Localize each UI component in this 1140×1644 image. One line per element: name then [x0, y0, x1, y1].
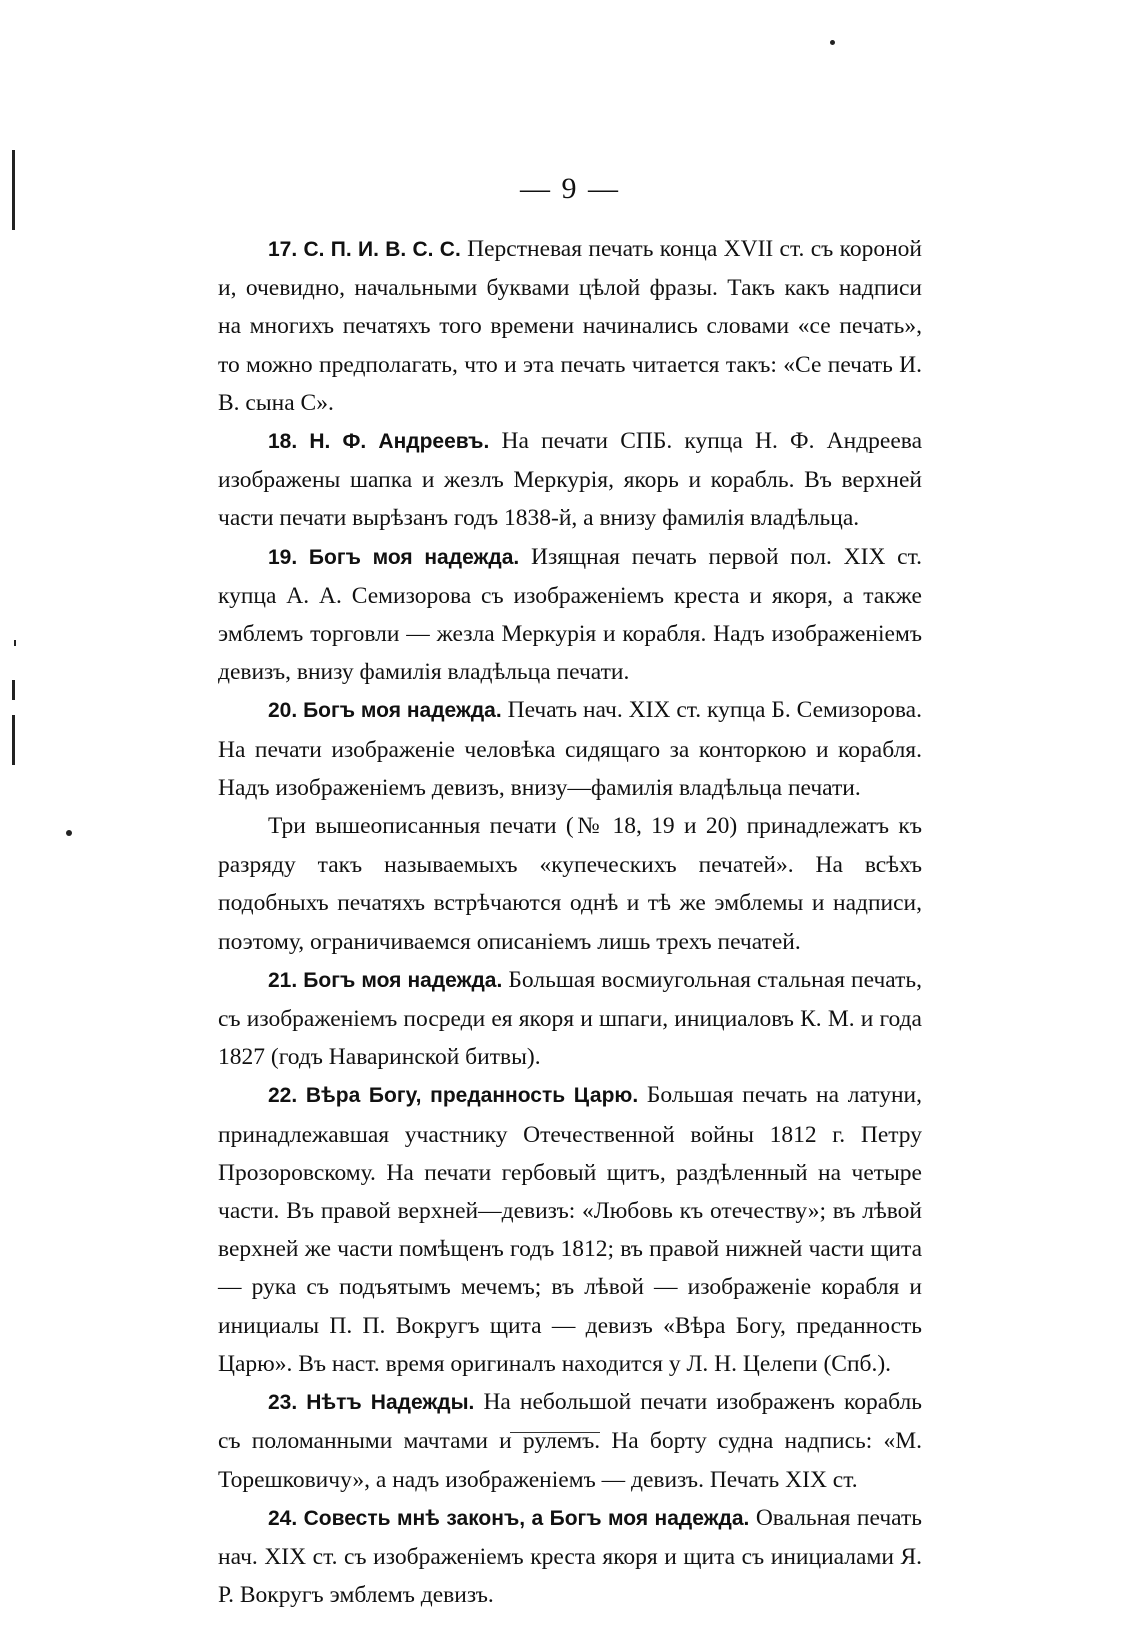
end-rule: [510, 1432, 600, 1433]
entry-heading: 21. Богъ моя надежда.: [268, 968, 503, 992]
entry-text: Большая восмиугольная стальная печать, съ изображеніемъ посреди ея якоря и шпаги, инициаловъ К. М. и года 1827 (годъ Наваринской битвы).: [218, 966, 922, 1071]
entry-text: Большая печать на латуни, принадлежавшая участнику Отечественной войны 1812 г. Петру Прозоровскому. На печати гербовый щитъ, раздѣленный на четыре части. Въ правой верхней—девизъ: «Любовь къ отечеству»; въ лѣвой верхней же части помѣщенъ годъ 1812; въ правой нижней части щита — рука съ подъятымъ мечемъ; въ лѣвой — изображеніе корабля и инициалы П. П. Вокругъ щита — девизъ «Вѣра Богу, преданность Царю». Въ наст. время оригиналъ находится у Л. Н. Целепи (Спб.).: [218, 1082, 923, 1377]
entry-heading: 19. Богъ моя надежда.: [268, 545, 520, 569]
entry-24: [218, 1499, 922, 1615]
entry-17: [218, 230, 922, 422]
entry-text: Изящная печать первой пол. XIX ст. купца А. А. Семизорова съ изображеніемъ креста и якоря, а также эмблемъ торговли — жезла Меркурія и корабля. Надъ изображеніемъ девизъ, внизу фамилія владѣльца печати.: [218, 543, 922, 686]
entry-heading: 20. Богъ моя надежда.: [268, 699, 502, 723]
entry-22: [218, 1076, 922, 1383]
entry-20: [218, 691, 922, 807]
scan-edge-mark: [14, 640, 16, 646]
main-text: [218, 230, 922, 1614]
entry-heading: 17. С. П. И. В. С. С.: [268, 238, 461, 261]
entry-text: Овальная печать нач. XIX ст. съ изображеніемъ креста якоря и щита съ инициалами Я. Р. Вокругъ эмблемъ девизъ.: [218, 1504, 922, 1609]
entry-heading: 23. Нѣтъ Надежды.: [268, 1391, 475, 1415]
summary-paragraph: [218, 807, 922, 961]
scan-edge-mark: [12, 715, 15, 765]
print-speck: [830, 40, 835, 45]
entry-21: [218, 961, 922, 1077]
entry-23: [218, 1383, 922, 1499]
entry-heading: 18. Н. Ф. Андреевъ.: [268, 430, 490, 454]
entry-text: На небольшой печати изображенъ корабль съ поломанными мачтами и рулемъ. На борту судна надпись: «М. Торешковичу», а надъ изображеніемъ — девизъ. Печать XIX ст.: [218, 1389, 922, 1493]
entry-heading: 24. Совесть мнѣ законъ, а Богъ моя надежда.: [268, 1506, 750, 1530]
page-number: — 9 —: [520, 172, 620, 205]
entry-19: [218, 538, 922, 692]
entry-text: На печати СПБ. купца Н. Ф. Андреева изображены шапка и жезлъ Меркурія, якорь и корабль. Въ верхней части печати вырѣзанъ годъ 1838-й, а внизу фамилія владѣльца.: [218, 428, 923, 532]
entry-18: [218, 422, 922, 538]
entry-heading: 22. Вѣра Богу, преданность Царю.: [268, 1084, 639, 1108]
print-speck: [66, 830, 72, 836]
scan-edge-mark: [12, 680, 15, 700]
entry-text: Перстневая печать конца XVII ст. съ короной и, очевидно, начальными буквами цѣлой фразы. Такъ какъ надписи на многихъ печатяхъ того времени начинались словами «се печать», то можно предполагать, что и эта печать читается такъ: «Се печать И. В. сына С».: [218, 236, 922, 416]
entry-text: Печать нач. XIX ст. купца Б. Семизорова. На печати изображеніе человѣка сидящаго за конторкою и корабля. Надъ изображеніемъ девизъ, внизу—фамилія владѣльца печати.: [218, 697, 922, 801]
entry-text: Три вышеописанныя печати (№ 18, 19 и 20) принадлежатъ къ разряду такъ называемыхъ «купеческихъ печатей». На всѣхъ подобныхъ печатяхъ встрѣчаются однѣ и тѣ же эмблемы и надписи, поэтому, ограничиваемся описаніемъ лишь трехъ печатей.: [218, 813, 922, 955]
